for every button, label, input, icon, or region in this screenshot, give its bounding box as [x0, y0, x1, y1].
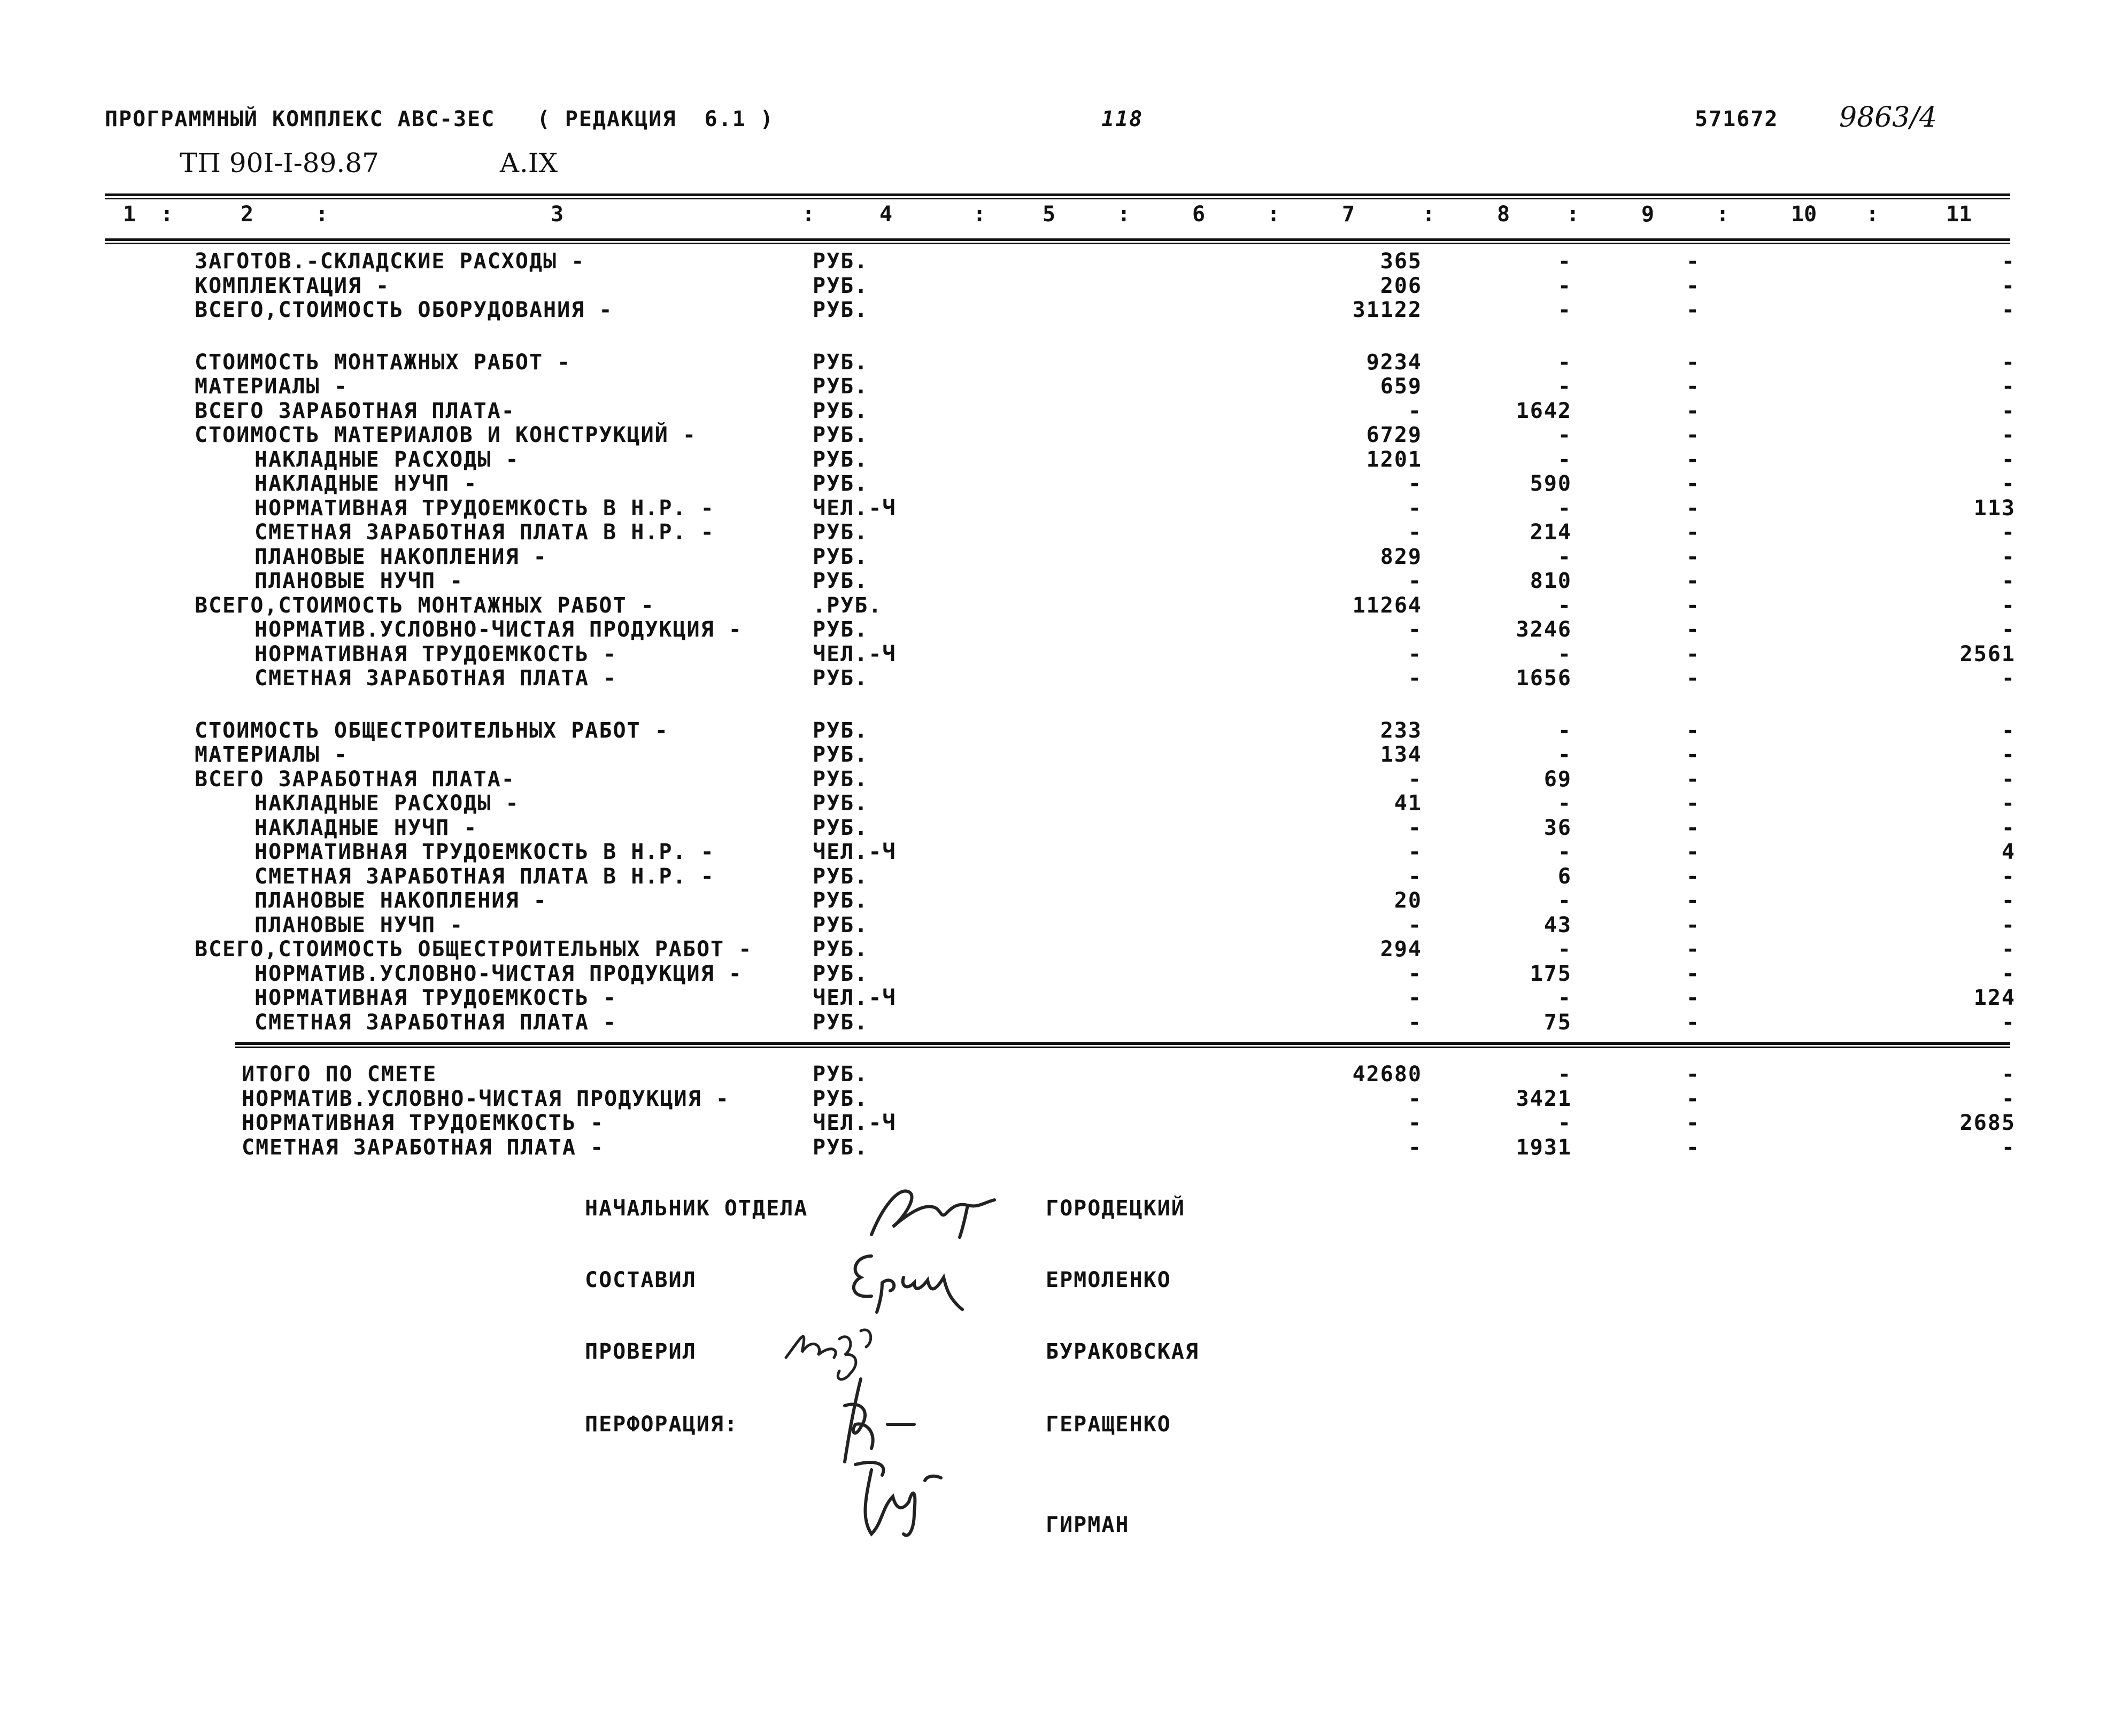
row-col-8: - — [1557, 544, 1572, 569]
row-label: ВСЕГО,СТОИМОСТЬ ОБЩЕСТРОИТЕЛЬНЫХ РАБОТ - — [195, 937, 753, 962]
project-part: А.IX — [499, 148, 558, 179]
row-col-9: - — [1686, 815, 1700, 840]
row-col-9: - — [1686, 1010, 1700, 1035]
row-col-8: 3421 — [1516, 1086, 1572, 1111]
document-code: 571672 — [1695, 107, 1779, 131]
signature-mark-4 — [823, 1374, 930, 1464]
row-unit: ЧЕЛ.-Ч — [813, 986, 897, 1010]
table-row — [0, 666, 2115, 691]
row-label: ВСЕГО,СТОИМОСТЬ ОБОРУДОВАНИЯ - — [195, 298, 613, 322]
row-col-7: - — [1408, 912, 1422, 937]
row-unit: РУБ. — [813, 447, 869, 472]
row-label: НАКЛАДНЫЕ РАСХОДЫ - — [254, 447, 520, 472]
table-row — [0, 767, 2115, 792]
row-col-11: - — [2001, 398, 2016, 423]
row-col-11: - — [2001, 718, 2016, 743]
row-col-11: - — [2001, 520, 2016, 545]
row-col-7: - — [1408, 569, 1422, 593]
row-col-7: 829 — [1380, 544, 1422, 569]
signature-role: НАЧАЛЬНИК ОТДЕЛА — [585, 1196, 808, 1221]
row-unit: РУБ. — [813, 766, 869, 792]
row-unit: РУБ. — [813, 864, 869, 889]
table-row — [0, 520, 2115, 545]
row-label: НОРМАТИВ.УСЛОВНО-ЧИСТАЯ ПРОДУКЦИЯ - — [242, 1086, 730, 1111]
table-row — [0, 374, 2115, 399]
signature-mark-1 — [861, 1176, 1000, 1240]
row-col-9: - — [1686, 398, 1700, 423]
table-row — [0, 718, 2115, 743]
row-col-7: 31122 — [1352, 298, 1422, 322]
row-col-7: 9234 — [1366, 350, 1422, 375]
row-col-11: 2685 — [1959, 1111, 2016, 1135]
table-row — [0, 617, 2115, 642]
column-number-9: 9 — [1641, 202, 1655, 227]
row-col-7: - — [1408, 666, 1422, 691]
row-label: СМЕТНАЯ ЗАРАБОТНАЯ ПЛАТА - — [254, 1010, 617, 1035]
row-unit: РУБ. — [813, 569, 869, 593]
row-col-9: - — [1686, 912, 1700, 937]
row-unit: РУБ. — [813, 1135, 869, 1160]
row-col-7: 134 — [1380, 742, 1422, 767]
row-col-7: - — [1408, 986, 1422, 1010]
column-separator: : — [1566, 202, 1580, 227]
row-col-11: - — [2001, 593, 2016, 618]
row-col-11: 124 — [1973, 986, 2016, 1010]
program-title: ПРОГРАММНЫЙ КОМПЛЕКС АВС-3ЕС ( РЕДАКЦИЯ 6.1 ) — [105, 107, 774, 131]
row-col-11: - — [2001, 742, 2016, 767]
column-separator: : — [973, 202, 986, 227]
row-col-7: 1201 — [1366, 447, 1422, 472]
table-row — [0, 471, 2115, 496]
row-col-8: - — [1557, 742, 1572, 767]
row-col-11: - — [2001, 569, 2016, 593]
row-col-8: - — [1557, 273, 1572, 298]
row-col-9: - — [1686, 888, 1700, 913]
signature-name: ГОРОДЕЦКИЙ — [1046, 1196, 1185, 1221]
row-col-11: - — [2001, 350, 2016, 375]
table-row — [0, 962, 2115, 986]
row-unit: РУБ. — [813, 398, 869, 423]
row-col-8: - — [1557, 495, 1572, 521]
table-row — [0, 888, 2115, 913]
signature-mark-2 — [839, 1245, 968, 1315]
row-col-11: - — [2001, 617, 2016, 642]
row-col-7: 41 — [1394, 791, 1422, 816]
table-row — [0, 1010, 2115, 1035]
column-number-10: 10 — [1791, 202, 1817, 227]
column-separator: : — [1267, 202, 1280, 227]
row-col-7: - — [1408, 1135, 1422, 1160]
column-number-4: 4 — [879, 202, 893, 227]
row-col-8: - — [1557, 641, 1572, 666]
signature-name: БУРАКОВСКАЯ — [1046, 1339, 1199, 1364]
table-row — [0, 864, 2115, 889]
row-col-11: - — [2001, 1010, 2016, 1035]
row-col-8: 75 — [1543, 1010, 1572, 1035]
column-separator: : — [1117, 202, 1131, 227]
table-row — [0, 423, 2115, 447]
row-col-9: - — [1686, 1086, 1700, 1111]
signature-name: ЕРМОЛЕНКО — [1046, 1268, 1171, 1292]
row-label: СТОИМОСТЬ МОНТАЖНЫХ РАБОТ - — [195, 350, 572, 375]
row-col-8: - — [1557, 298, 1572, 322]
row-label: НОРМАТИВНАЯ ТРУДОЕМКОСТЬ В Н.Р. - — [254, 840, 715, 864]
row-unit: РУБ. — [813, 471, 869, 496]
row-col-8: - — [1557, 593, 1572, 618]
row-label: ПЛАНОВЫЕ НУЧП - — [254, 912, 464, 937]
sheet-number: 9863/4 — [1839, 102, 1937, 134]
row-label: ИТОГО ПО СМЕТЕ — [242, 1062, 437, 1087]
row-col-9: - — [1686, 471, 1700, 496]
row-col-8: - — [1557, 374, 1572, 399]
row-col-7: 294 — [1380, 937, 1422, 962]
row-label: ВСЕГО ЗАРАБОТНАЯ ПЛАТА- — [195, 766, 515, 792]
row-label: СМЕТНАЯ ЗАРАБОТНАЯ ПЛАТА В Н.Р. - — [254, 864, 715, 889]
row-unit: РУБ. — [813, 1062, 869, 1087]
row-label: ПЛАНОВЫЕ НУЧП - — [254, 569, 464, 593]
table-row — [0, 1087, 2115, 1111]
row-unit: РУБ. — [813, 742, 869, 767]
table-row — [0, 913, 2115, 937]
column-number-7: 7 — [1342, 202, 1355, 227]
row-col-9: - — [1686, 1111, 1700, 1135]
row-col-8: 6 — [1557, 864, 1572, 889]
row-label: МАТЕРИАЛЫ - — [195, 374, 348, 399]
row-label: МАТЕРИАЛЫ - — [195, 742, 348, 767]
row-col-11: - — [2001, 298, 2016, 322]
row-col-8: - — [1557, 791, 1572, 816]
row-unit: РУБ. — [813, 961, 869, 986]
row-col-11: - — [2001, 374, 2016, 399]
row-col-9: - — [1686, 742, 1700, 767]
column-separator: : — [1716, 202, 1730, 227]
row-col-9: - — [1686, 273, 1700, 298]
row-label: СМЕТНАЯ ЗАРАБОТНАЯ ПЛАТА - — [254, 666, 617, 691]
row-col-11: 4 — [2001, 840, 2016, 864]
row-col-8: 1656 — [1516, 666, 1572, 691]
table-row — [0, 791, 2115, 816]
signature-role: СОСТАВИЛ — [585, 1268, 697, 1292]
row-col-8: 590 — [1530, 471, 1572, 496]
row-unit: РУБ. — [813, 1010, 869, 1035]
table-row — [0, 350, 2115, 375]
row-col-9: - — [1686, 249, 1700, 274]
row-col-11: - — [2001, 447, 2016, 472]
column-number-8: 8 — [1497, 202, 1510, 227]
row-label: НОРМАТИВНАЯ ТРУДОЕМКОСТЬ - — [254, 986, 617, 1010]
row-col-7: - — [1408, 1086, 1422, 1111]
row-unit: .РУБ. — [813, 593, 883, 618]
row-label: ПЛАНОВЫЕ НАКОПЛЕНИЯ - — [254, 888, 547, 913]
row-col-11: - — [2001, 912, 2016, 937]
row-unit: РУБ. — [813, 888, 869, 913]
row-col-11: - — [2001, 423, 2016, 447]
row-col-7: 42680 — [1352, 1062, 1422, 1087]
row-unit: РУБ. — [813, 815, 869, 840]
column-number-11: 11 — [1946, 202, 1972, 227]
column-separator: : — [160, 202, 174, 227]
row-col-11: - — [2001, 791, 2016, 816]
row-label: НОРМАТИВ.УСЛОВНО-ЧИСТАЯ ПРОДУКЦИЯ - — [254, 617, 743, 642]
row-col-11: - — [2001, 544, 2016, 569]
row-col-8: - — [1557, 888, 1572, 913]
table-row — [0, 593, 2115, 618]
row-col-7: 11264 — [1352, 593, 1422, 618]
row-col-7: - — [1408, 1111, 1422, 1135]
signature-name: ГЕРАЩЕНКО — [1046, 1412, 1171, 1437]
row-col-8: - — [1557, 937, 1572, 962]
row-col-9: - — [1686, 617, 1700, 642]
table-row — [0, 569, 2115, 593]
row-col-11: - — [2001, 937, 2016, 962]
table-row — [0, 298, 2115, 322]
row-col-7: 365 — [1380, 249, 1422, 274]
table-row — [0, 496, 2115, 521]
page-number: 118 — [1101, 107, 1144, 131]
row-col-11: - — [2001, 888, 2016, 913]
row-col-9: - — [1686, 641, 1700, 666]
row-col-11: - — [2001, 766, 2016, 792]
row-unit: РУБ. — [813, 666, 869, 691]
row-label: СТОИМОСТЬ МАТЕРИАЛОВ И КОНСТРУКЦИЙ - — [195, 423, 697, 447]
row-col-8: 1642 — [1516, 398, 1572, 423]
row-unit: РУБ. — [813, 544, 869, 569]
row-col-7: 206 — [1380, 273, 1422, 298]
row-label: НАКЛАДНЫЕ НУЧП - — [254, 471, 478, 496]
row-col-9: - — [1686, 423, 1700, 447]
total-rule-2 — [235, 1047, 2010, 1048]
row-unit: РУБ. — [813, 273, 869, 298]
row-col-7: - — [1408, 495, 1422, 521]
row-label: ЗАГОТОВ.-СКЛАДСКИЕ РАСХОДЫ - — [195, 249, 585, 274]
row-col-8: - — [1557, 423, 1572, 447]
row-col-7: - — [1408, 961, 1422, 986]
row-col-9: - — [1686, 1135, 1700, 1160]
row-col-11: - — [2001, 666, 2016, 691]
row-label: НОРМАТИВ.УСЛОВНО-ЧИСТАЯ ПРОДУКЦИЯ - — [254, 961, 743, 986]
row-col-11: - — [2001, 864, 2016, 889]
row-col-9: - — [1686, 718, 1700, 743]
row-col-8: 3246 — [1516, 617, 1572, 642]
table-row — [0, 1135, 2115, 1160]
row-unit: РУБ. — [813, 374, 869, 399]
row-col-7: - — [1408, 1010, 1422, 1035]
row-unit: РУБ. — [813, 912, 869, 937]
row-unit: РУБ. — [813, 423, 869, 447]
table-row — [0, 447, 2115, 472]
column-number-3: 3 — [551, 202, 564, 227]
row-col-9: - — [1686, 986, 1700, 1010]
column-number-6: 6 — [1192, 202, 1206, 227]
row-unit: РУБ. — [813, 298, 869, 322]
row-col-7: 233 — [1380, 718, 1422, 743]
row-col-8: 1931 — [1516, 1135, 1572, 1160]
row-unit: ЧЕЛ.-Ч — [813, 641, 897, 666]
row-col-9: - — [1686, 447, 1700, 472]
signature-name: ГИРМАН — [1046, 1513, 1130, 1537]
column-separator: : — [802, 202, 815, 227]
row-col-8: 175 — [1530, 961, 1572, 986]
row-label: НОРМАТИВНАЯ ТРУДОЕМКОСТЬ - — [254, 641, 617, 666]
table-row — [0, 545, 2115, 569]
row-col-9: - — [1686, 961, 1700, 986]
row-col-8: 214 — [1530, 520, 1572, 545]
row-col-7: - — [1408, 766, 1422, 792]
row-col-7: 20 — [1394, 888, 1422, 913]
row-col-9: - — [1686, 1062, 1700, 1087]
table-row — [0, 1111, 2115, 1135]
row-col-9: - — [1686, 520, 1700, 545]
row-label: ПЛАНОВЫЕ НАКОПЛЕНИЯ - — [254, 544, 547, 569]
row-col-9: - — [1686, 666, 1700, 691]
row-col-9: - — [1686, 864, 1700, 889]
column-separator: : — [1866, 202, 1879, 227]
row-col-7: - — [1408, 471, 1422, 496]
table-row — [0, 986, 2115, 1010]
row-label: НОРМАТИВНАЯ ТРУДОЕМКОСТЬ В Н.Р. - — [254, 495, 715, 521]
row-col-11: - — [2001, 1086, 2016, 1111]
table-header-rule-2 — [105, 243, 2010, 244]
signature-mark-5 — [834, 1454, 952, 1545]
row-col-9: - — [1686, 350, 1700, 375]
row-col-9: - — [1686, 766, 1700, 792]
row-col-8: - — [1557, 840, 1572, 864]
row-unit: РУБ. — [813, 350, 869, 375]
row-label: КОМПЛЕКТАЦИЯ - — [195, 273, 390, 298]
table-header-rule — [105, 238, 2010, 241]
table-row — [0, 274, 2115, 298]
row-col-11: 2561 — [1959, 641, 2016, 666]
row-col-8: - — [1557, 249, 1572, 274]
row-unit: ЧЕЛ.-Ч — [813, 840, 897, 864]
row-label: СМЕТНАЯ ЗАРАБОТНАЯ ПЛАТА - — [242, 1135, 605, 1160]
table-row — [0, 840, 2115, 864]
table-top-rule — [105, 193, 2010, 196]
row-col-8: - — [1557, 447, 1572, 472]
row-unit: ЧЕЛ.-Ч — [813, 495, 897, 521]
table-row — [0, 249, 2115, 274]
row-col-11: - — [2001, 273, 2016, 298]
row-label: НОРМАТИВНАЯ ТРУДОЕМКОСТЬ - — [242, 1111, 605, 1135]
row-label: ВСЕГО,СТОИМОСТЬ МОНТАЖНЫХ РАБОТ - — [195, 593, 655, 618]
row-col-9: - — [1686, 374, 1700, 399]
table-row — [0, 642, 2115, 666]
row-col-11: - — [2001, 961, 2016, 986]
total-rule — [235, 1042, 2010, 1045]
row-col-8: 36 — [1543, 815, 1572, 840]
row-col-9: - — [1686, 544, 1700, 569]
column-number-5: 5 — [1043, 202, 1056, 227]
row-col-7: - — [1408, 864, 1422, 889]
row-unit: РУБ. — [813, 249, 869, 274]
row-col-8: - — [1557, 350, 1572, 375]
row-col-9: - — [1686, 593, 1700, 618]
row-unit: РУБ. — [813, 718, 869, 743]
row-col-8: 43 — [1543, 912, 1572, 937]
row-col-9: - — [1686, 791, 1700, 816]
row-col-9: - — [1686, 495, 1700, 521]
column-number-2: 2 — [241, 202, 254, 227]
row-col-7: - — [1408, 398, 1422, 423]
row-unit: РУБ. — [813, 520, 869, 545]
row-col-9: - — [1686, 937, 1700, 962]
signature-role: ПЕРФОРАЦИЯ: — [585, 1412, 738, 1437]
row-col-11: - — [2001, 249, 2016, 274]
row-col-8: - — [1557, 718, 1572, 743]
row-col-9: - — [1686, 298, 1700, 322]
column-separator: : — [1422, 202, 1435, 227]
row-col-7: - — [1408, 840, 1422, 864]
row-unit: РУБ. — [813, 617, 869, 642]
row-label: ВСЕГО ЗАРАБОТНАЯ ПЛАТА- — [195, 398, 515, 423]
table-row — [0, 937, 2115, 962]
row-label: НАКЛАДНЫЕ РАСХОДЫ - — [254, 791, 520, 816]
row-label: НАКЛАДНЫЕ НУЧП - — [254, 815, 478, 840]
row-col-9: - — [1686, 840, 1700, 864]
row-unit: ЧЕЛ.-Ч — [813, 1111, 897, 1135]
row-col-9: - — [1686, 569, 1700, 593]
signature-role: ПРОВЕРИЛ — [585, 1339, 697, 1364]
row-label: СМЕТНАЯ ЗАРАБОТНАЯ ПЛАТА В Н.Р. - — [254, 520, 715, 545]
table-row — [0, 816, 2115, 840]
row-col-11: 113 — [1973, 495, 2016, 521]
column-separator: : — [315, 202, 329, 227]
column-number-1: 1 — [123, 202, 136, 227]
table-row — [0, 1062, 2115, 1087]
table-top-rule-2 — [105, 198, 2010, 199]
row-col-11: - — [2001, 1062, 2016, 1087]
row-unit: РУБ. — [813, 791, 869, 816]
row-col-8: - — [1557, 1111, 1572, 1135]
row-col-11: - — [2001, 1135, 2016, 1160]
project-number: ТП 90I-I-89.87 — [180, 148, 379, 179]
row-col-7: 6729 — [1366, 423, 1422, 447]
row-label: СТОИМОСТЬ ОБЩЕСТРОИТЕЛЬНЫХ РАБОТ - — [195, 718, 669, 743]
row-col-7: - — [1408, 617, 1422, 642]
row-col-8: - — [1557, 1062, 1572, 1087]
row-unit: РУБ. — [813, 1086, 869, 1111]
row-col-11: - — [2001, 815, 2016, 840]
row-col-7: - — [1408, 815, 1422, 840]
row-col-8: 69 — [1543, 766, 1572, 792]
row-col-8: 810 — [1530, 569, 1572, 593]
row-col-7: - — [1408, 641, 1422, 666]
row-col-8: - — [1557, 986, 1572, 1010]
table-row — [0, 742, 2115, 767]
row-unit: РУБ. — [813, 937, 869, 962]
row-col-7: 659 — [1380, 374, 1422, 399]
row-col-11: - — [2001, 471, 2016, 496]
table-row — [0, 399, 2115, 423]
row-col-7: - — [1408, 520, 1422, 545]
